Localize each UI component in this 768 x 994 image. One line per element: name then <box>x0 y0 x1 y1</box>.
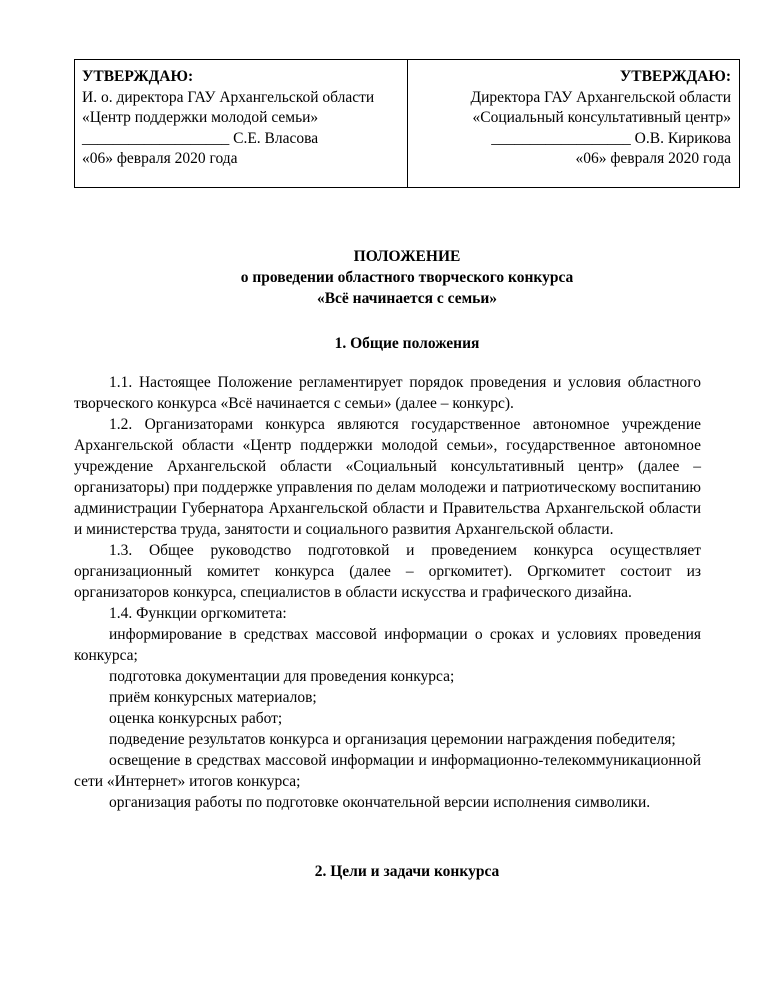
approver-signature: __________________ О.В. Кирикова <box>491 129 731 147</box>
list-item: подготовка документации для проведения конкурса; <box>109 668 455 685</box>
list-item: освещение в средствах массовой информации и информационно-телекоммуникационной сети «Интернет» итогов конкурса; <box>74 752 701 790</box>
approval-date: «06» февраля 2020 года <box>575 150 731 167</box>
section-1-body <box>74 372 701 813</box>
approval-table <box>74 59 740 188</box>
approval-heading: УТВЕРЖДАЮ: <box>82 68 194 85</box>
list-item: информирование в средствах массовой информации о сроках и условиях проведения конкурса; <box>74 626 701 664</box>
list-item: подведение результатов конкурса и организация церемонии награждения победителя; <box>109 731 676 748</box>
approver-organization: «Социальный консультативный центр» <box>472 109 731 126</box>
title-line-2: о проведении областного творческого конкурса <box>240 269 574 286</box>
section-heading-2: 2. Цели и задачи конкурса <box>314 863 500 880</box>
list-item: оценка конкурсных работ; <box>109 710 283 727</box>
approver-signature: ___________________ С.Е. Власова <box>82 129 319 147</box>
approval-heading: УТВЕРЖДАЮ: <box>619 68 731 85</box>
approver-position: Директора ГАУ Архангельской области <box>470 88 731 106</box>
paragraph-1-3: 1.3. Общее руководство подготовкой и проведением конкурса осуществляет организационный комитет конкурса (далее – оргкомитет). Оргкомитет состоит из организаторов конкурса, специалистов в области искусства и графического дизайна. <box>74 542 701 601</box>
list-item: организация работы по подготовке окончательной версии исполнения символики. <box>109 794 651 811</box>
list-item: приём конкурсных материалов; <box>109 689 317 706</box>
document-title <box>74 246 740 309</box>
paragraph-1-1: 1.1. Настоящее Положение регламентирует порядок проведения и условия областного творческого конкурса «Всё начинается с семьи» (далее – конкурс). <box>74 374 701 412</box>
approver-organization: «Центр поддержки молодой семьи» <box>82 109 319 126</box>
approval-right <box>407 60 740 187</box>
paragraph-1-2: 1.2. Организаторами конкурса являются государственное автономное учреждение Архангельской области «Центр поддержки молодой семьи», государственное автономное учреждение Архангельской области «Социальный консультативный центр» (далее – организаторы) при поддержке управления по делам молодежи и патриотическому воспитанию администрации Губернатора Архангельской области и Правительства Архангельской области и министерства труда, занятости и социального развития Архангельской области. <box>74 416 701 538</box>
title-line-1: ПОЛОЖЕНИЕ <box>353 248 461 265</box>
paragraph-1-4: 1.4. Функции оргкомитета: <box>109 605 287 622</box>
approval-date: «06» февраля 2020 года <box>82 150 238 167</box>
approver-position: И. о. директора ГАУ Архангельской области <box>82 88 375 106</box>
title-line-3: «Всё начинается с семьи» <box>316 290 498 307</box>
section-heading-1: 1. Общие положения <box>334 335 480 352</box>
approval-left <box>75 60 407 187</box>
